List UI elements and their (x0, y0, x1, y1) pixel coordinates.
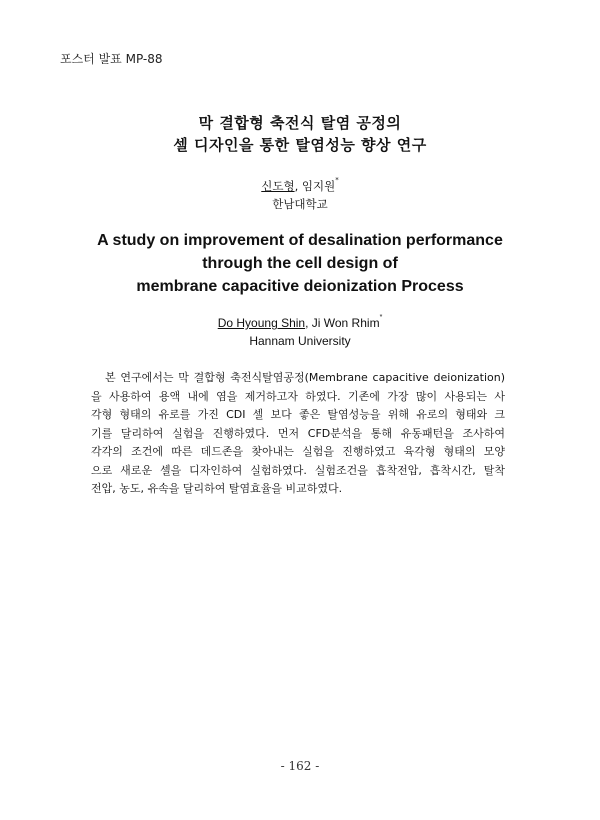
corresponding-mark: * (335, 176, 339, 184)
abstract-line: 기를 달리하여 실험을 진행하였다. 먼저 CFD분석을 통해 유동패턴을 조사하여 (91, 426, 505, 440)
abstract-line: 전압, 농도, 유속을 달리하여 탈염효율을 비교하였다. (91, 482, 343, 495)
english-author-first: Do Hyoung Shin (217, 316, 306, 330)
abstract-line: 을 사용하여 용액 내에 염을 제거하고자 하였다. 기존에 가장 많이 사용되는 사 (91, 389, 505, 403)
korean-authors (0, 178, 600, 194)
abstract-line: 각각의 조건에 따른 데드존을 찾아내는 실험을 진행하였고 육각형 형태의 모양 (91, 445, 505, 458)
poster-code: 포스터 발표 MP-88 (60, 52, 163, 66)
page-number: - 162 - (280, 759, 320, 773)
abstract-line: 각형 형태의 유로를 가진 CDI 셀 보다 좋은 탈염성능을 위해 유로의 형태와 크 (91, 408, 505, 421)
english-author-separator: , (305, 316, 312, 330)
english-affiliation: Hannam University (249, 334, 351, 348)
english-authors (0, 316, 600, 330)
korean-author-first: 신도형 (261, 179, 295, 193)
english-title-line-1: A study on improvement of desalination performance (97, 232, 503, 249)
abstract-line: 으로 새로운 셀을 디자인하여 실험하였다. 실험조건을 흡착전압, 흡착시간, 탈착 (91, 463, 505, 477)
korean-author-separator: , (294, 179, 302, 193)
english-author-second: Ji Won Rhim (311, 316, 380, 330)
korean-title-line-1: 막 결합형 축전식 탈염 공정의 (198, 114, 402, 132)
abstract (91, 369, 505, 499)
korean-affiliation: 한남대학교 (272, 197, 328, 211)
english-corresponding-mark: * (379, 314, 383, 321)
korean-author-second: 임지원 (301, 179, 336, 193)
korean-title-line-2: 셀 디자인을 통한 탈염성능 향상 연구 (173, 136, 427, 154)
english-title-line-3: membrane capacitive deionization Process (136, 278, 464, 295)
abstract-line: 본 연구에서는 막 결합형 축전식탈염공정(Membrane capacitive deionization) (105, 371, 505, 384)
english-title-line-2: through the cell design of (202, 255, 398, 272)
